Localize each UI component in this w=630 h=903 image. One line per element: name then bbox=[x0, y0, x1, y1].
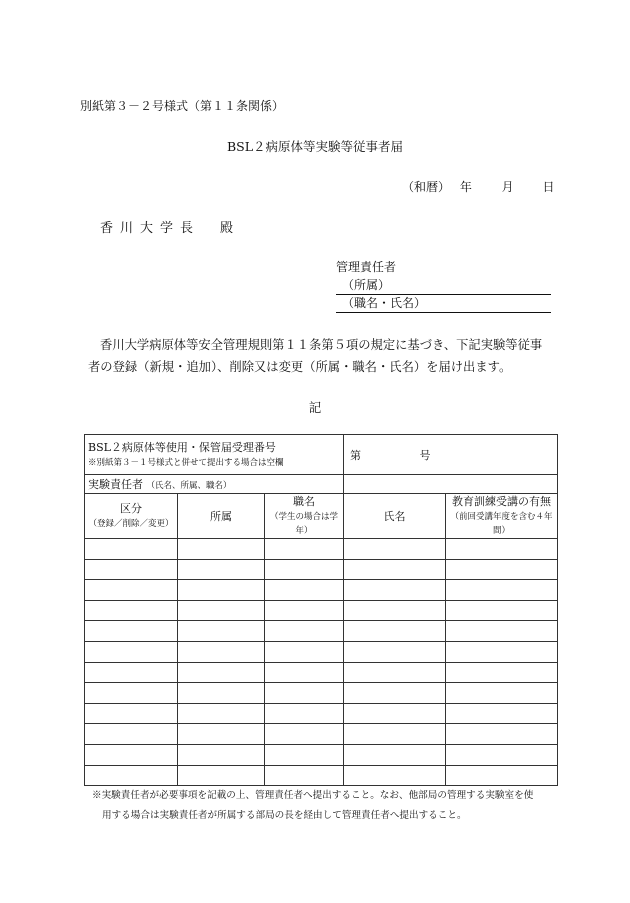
cell-kubun[interactable] bbox=[85, 703, 178, 724]
cell-shokumei[interactable] bbox=[265, 621, 344, 642]
receipt-dai: 第 bbox=[350, 448, 362, 462]
col-kyoiku-sub: （前回受講年度を含む４年間） bbox=[450, 512, 553, 536]
cell-kyoiku[interactable] bbox=[446, 662, 558, 683]
receipt-number-cell[interactable] bbox=[344, 435, 558, 475]
table-row bbox=[85, 683, 558, 704]
cell-shozoku[interactable] bbox=[178, 600, 265, 621]
cell-shokumei[interactable] bbox=[265, 539, 344, 560]
receipt-label: BSL２病原体等使用・保管届受理番号 bbox=[88, 440, 276, 454]
cell-kyoiku[interactable] bbox=[446, 765, 558, 786]
date-year: 年 bbox=[459, 180, 472, 194]
table-row bbox=[85, 621, 558, 642]
cell-shimei[interactable] bbox=[344, 703, 446, 724]
footnote-line-2: 用する場合は実験責任者が所属する部局の長を経由して管理責任者へ提出すること。 bbox=[102, 810, 467, 821]
table-row bbox=[85, 539, 558, 560]
cell-kyoiku[interactable] bbox=[446, 621, 558, 642]
ki-heading: 記 bbox=[308, 400, 322, 415]
table-row bbox=[85, 641, 558, 662]
cell-shokumei[interactable] bbox=[265, 600, 344, 621]
table-row bbox=[85, 765, 558, 786]
cell-kubun[interactable] bbox=[85, 765, 178, 786]
cell-shozoku[interactable] bbox=[178, 580, 265, 601]
table-row bbox=[85, 600, 558, 621]
cell-shimei[interactable] bbox=[344, 580, 446, 601]
col-shokumei-sub: （学生の場合は学年） bbox=[270, 512, 339, 536]
cell-shozoku[interactable] bbox=[178, 703, 265, 724]
col-shimei: 氏名 bbox=[344, 494, 446, 539]
cell-kubun[interactable] bbox=[85, 539, 178, 560]
cell-kyoiku[interactable] bbox=[446, 539, 558, 560]
cell-shozoku[interactable] bbox=[178, 559, 265, 580]
cell-shozoku[interactable] bbox=[178, 621, 265, 642]
table-row bbox=[85, 580, 558, 601]
cell-kyoiku[interactable] bbox=[446, 703, 558, 724]
responsible-input-cell[interactable] bbox=[344, 475, 558, 494]
cell-kubun[interactable] bbox=[85, 559, 178, 580]
cell-kyoiku[interactable] bbox=[446, 559, 558, 580]
col-kyoiku-label: 教育訓練受講の有無 bbox=[452, 495, 552, 508]
cell-shimei[interactable] bbox=[344, 600, 446, 621]
col-kyoiku bbox=[446, 494, 558, 539]
cell-kyoiku[interactable] bbox=[446, 580, 558, 601]
position-name-field[interactable]: （職名・氏名） bbox=[336, 295, 551, 313]
cell-shokumei[interactable] bbox=[265, 703, 344, 724]
cell-shimei[interactable] bbox=[344, 724, 446, 745]
responsible-label-cell bbox=[85, 475, 344, 494]
cell-shokumei[interactable] bbox=[265, 765, 344, 786]
col-kubun-label: 区分 bbox=[120, 502, 142, 515]
cell-shimei[interactable] bbox=[344, 559, 446, 580]
cell-kubun[interactable] bbox=[85, 621, 178, 642]
cell-shokumei[interactable] bbox=[265, 641, 344, 662]
col-kubun-sub: （登録／削除／変更） bbox=[88, 519, 174, 529]
cell-shimei[interactable] bbox=[344, 744, 446, 765]
cell-shozoku[interactable] bbox=[178, 724, 265, 745]
date-day: 日 bbox=[542, 180, 555, 194]
cell-kyoiku[interactable] bbox=[446, 724, 558, 745]
cell-shokumei[interactable] bbox=[265, 683, 344, 704]
cell-shozoku[interactable] bbox=[178, 744, 265, 765]
cell-shozoku[interactable] bbox=[178, 765, 265, 786]
col-shokumei bbox=[265, 494, 344, 539]
table-row bbox=[85, 559, 558, 580]
col-shozoku: 所属 bbox=[178, 494, 265, 539]
cell-kyoiku[interactable] bbox=[446, 641, 558, 662]
receipt-go: 号 bbox=[419, 448, 431, 462]
cell-kubun[interactable] bbox=[85, 683, 178, 704]
cell-shimei[interactable] bbox=[344, 621, 446, 642]
body-text: 香川大学病原体等安全管理規則第１１条第５項の規定に基づき、下記実験等従事者の登録（新規・追加）、削除又は変更（所属・職名・氏名）を届け出ます。 bbox=[88, 338, 543, 374]
column-header-row bbox=[85, 494, 558, 539]
col-kubun bbox=[85, 494, 178, 539]
document-title: BSL２病原体等実験等従事者届 bbox=[226, 139, 404, 154]
data-rows bbox=[85, 539, 558, 786]
affiliation-field[interactable]: （所属） bbox=[336, 277, 551, 295]
responsible-label: 実験責任者 bbox=[88, 478, 143, 491]
table-row bbox=[85, 724, 558, 745]
cell-kubun[interactable] bbox=[85, 600, 178, 621]
cell-shokumei[interactable] bbox=[265, 662, 344, 683]
cell-shozoku[interactable] bbox=[178, 641, 265, 662]
cell-kyoiku[interactable] bbox=[446, 683, 558, 704]
date-line bbox=[402, 178, 555, 195]
table-row bbox=[85, 662, 558, 683]
cell-kubun[interactable] bbox=[85, 580, 178, 601]
cell-kyoiku[interactable] bbox=[446, 600, 558, 621]
cell-shimei[interactable] bbox=[344, 641, 446, 662]
receipt-label-cell bbox=[85, 435, 344, 475]
date-month: 月 bbox=[501, 180, 514, 194]
cell-shozoku[interactable] bbox=[178, 662, 265, 683]
signature-block bbox=[336, 257, 551, 313]
addressee: 香川大学長 殿 bbox=[100, 221, 241, 236]
cell-shokumei[interactable] bbox=[265, 744, 344, 765]
cell-kyoiku[interactable] bbox=[446, 744, 558, 765]
cell-shokumei[interactable] bbox=[265, 724, 344, 745]
date-era: （和暦） bbox=[402, 180, 451, 194]
cell-kubun[interactable] bbox=[85, 662, 178, 683]
footnote-line-1: ※実験責任者が必要事項を記載の上、管理責任者へ提出すること。なお、他部局の管理する実験室を使 bbox=[92, 790, 534, 801]
responsible-note: （氏名、所属、職名） bbox=[146, 481, 232, 491]
cell-shozoku[interactable] bbox=[178, 683, 265, 704]
cell-kubun[interactable] bbox=[85, 744, 178, 765]
cell-kubun[interactable] bbox=[85, 724, 178, 745]
cell-kubun[interactable] bbox=[85, 641, 178, 662]
col-shokumei-label: 職名 bbox=[293, 495, 315, 508]
table-row bbox=[85, 703, 558, 724]
cell-shokumei[interactable] bbox=[265, 559, 344, 580]
cell-shozoku[interactable] bbox=[178, 539, 265, 560]
cell-shokumei[interactable] bbox=[265, 580, 344, 601]
table-row bbox=[85, 744, 558, 765]
footnote bbox=[92, 786, 562, 826]
receipt-note: ※別紙第３－１号様式と併せて提出する場合は空欄 bbox=[88, 457, 284, 468]
cell-shimei[interactable] bbox=[344, 662, 446, 683]
signature-label: 管理責任者 bbox=[336, 260, 397, 274]
personnel-table bbox=[84, 434, 558, 786]
responsible-row bbox=[85, 475, 558, 494]
cell-shimei[interactable] bbox=[344, 683, 446, 704]
cell-shimei[interactable] bbox=[344, 765, 446, 786]
form-number: 別紙第３－２号様式（第１１条関係） bbox=[80, 99, 285, 113]
receipt-row bbox=[85, 435, 558, 475]
cell-shimei[interactable] bbox=[344, 539, 446, 560]
